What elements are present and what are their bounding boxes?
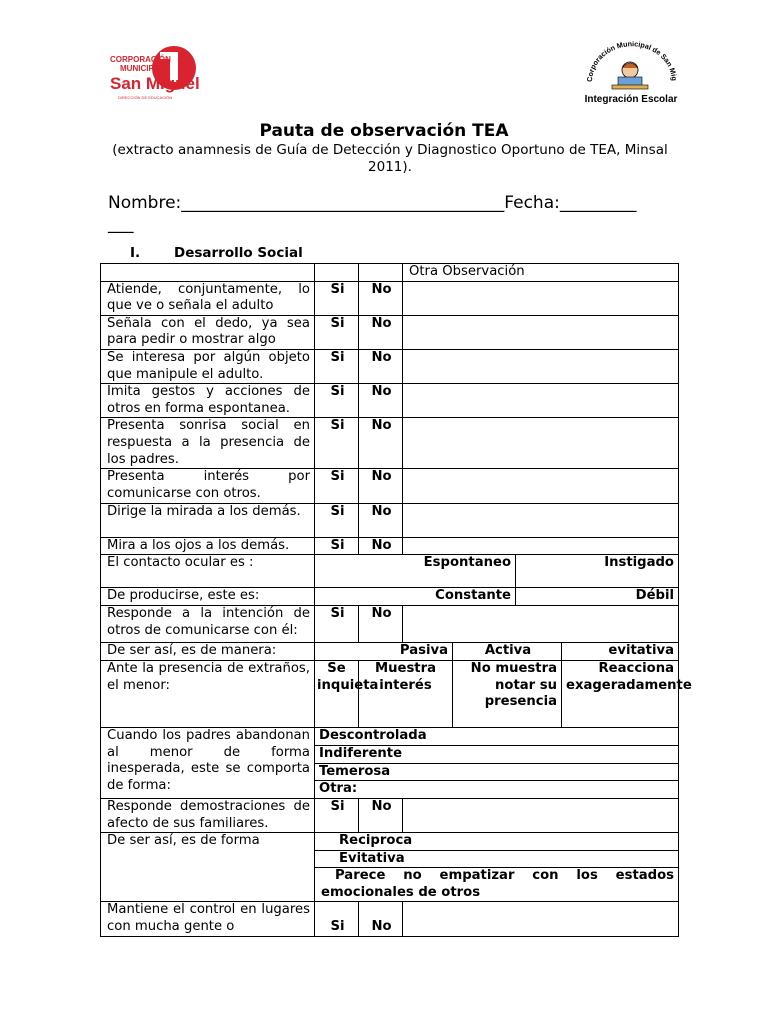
option-no-muestra-notar[interactable]: No muestra notar su presencia bbox=[453, 661, 562, 728]
option-si[interactable]: Si bbox=[315, 902, 359, 936]
table-row bbox=[101, 281, 679, 315]
document-title: Pauta de observación TEA bbox=[259, 121, 509, 141]
option-si[interactable]: Si bbox=[315, 384, 359, 418]
option-evitativa[interactable]: evitativa bbox=[562, 643, 679, 661]
observation-cell[interactable] bbox=[403, 798, 679, 832]
option-si[interactable]: Si bbox=[315, 798, 359, 832]
table-row bbox=[101, 833, 679, 851]
option-espontaneo[interactable]: Espontaneo bbox=[315, 555, 516, 588]
observation-cell[interactable] bbox=[403, 418, 679, 469]
observation-cell[interactable] bbox=[403, 281, 679, 315]
option-no-empatizar[interactable]: Parece no empatizar con los estados emocionales de otros bbox=[315, 868, 679, 902]
name-date-line bbox=[108, 193, 668, 213]
option-instigado[interactable]: Instigado bbox=[516, 555, 679, 588]
question-contacto-ocular: El contacto ocular es : bbox=[101, 555, 315, 588]
option-evitativa-forma[interactable]: Evitativa bbox=[315, 850, 679, 868]
question-mira-ojos: Mira a los ojos a los demás. bbox=[101, 537, 315, 555]
option-no[interactable]: No bbox=[359, 902, 403, 936]
question-atiende: Atiende, conjuntamente, lo que ve o señala el adulto bbox=[101, 281, 315, 315]
table-row bbox=[101, 643, 679, 661]
question-padres-abandonan: Cuando los padres abandonan al menor de forma inesperada, este se comporta de forma: bbox=[101, 728, 315, 799]
question-interes-comunicarse: Presenta interés por comunicarse con otros. bbox=[101, 469, 315, 503]
option-si[interactable]: Si bbox=[315, 349, 359, 383]
option-muestra-interes[interactable]: Muestra interés bbox=[359, 661, 453, 728]
option-no[interactable]: No bbox=[359, 418, 403, 469]
observation-cell[interactable] bbox=[403, 349, 679, 383]
logo-arc-text: Corporación Municipal de San Mig bbox=[584, 39, 680, 83]
table-row bbox=[101, 349, 679, 383]
option-no[interactable]: No bbox=[359, 606, 403, 643]
option-se-inquieta[interactable]: Se inquieta bbox=[315, 661, 359, 728]
question-sonrisa-social: Presenta sonrisa social en respuesta a la presencia de los padres. bbox=[101, 418, 315, 469]
table-row bbox=[101, 661, 679, 728]
option-activa[interactable]: Activa bbox=[453, 643, 562, 661]
option-pasiva[interactable]: Pasiva bbox=[315, 643, 453, 661]
observation-cell[interactable] bbox=[403, 384, 679, 418]
table-row bbox=[101, 503, 679, 537]
option-si[interactable]: Si bbox=[315, 469, 359, 503]
question-de-producirse: De producirse, este es: bbox=[101, 588, 315, 606]
question-de-forma: De ser así, es de forma bbox=[101, 833, 315, 902]
header-otra-observacion: Otra Observación bbox=[403, 264, 679, 282]
option-reciproca[interactable]: Reciproca bbox=[315, 833, 679, 851]
option-reacciona-exageradamente[interactable]: Reacciona exageradamente bbox=[562, 661, 679, 728]
table-row bbox=[101, 384, 679, 418]
table-row bbox=[101, 798, 679, 832]
option-otra[interactable]: Otra: bbox=[315, 781, 679, 799]
table-row bbox=[101, 555, 679, 588]
corporacion-municipal-logo bbox=[108, 44, 200, 106]
option-descontrolada[interactable]: Descontrolada bbox=[315, 728, 679, 746]
question-de-manera: De ser así, es de manera: bbox=[101, 643, 315, 661]
option-si[interactable]: Si bbox=[315, 537, 359, 555]
integracion-escolar-logo bbox=[578, 36, 684, 108]
table-row bbox=[101, 537, 679, 555]
nombre-blank[interactable]: ______________________________________ bbox=[181, 193, 505, 213]
observation-cell[interactable] bbox=[403, 315, 679, 349]
option-si[interactable]: Si bbox=[315, 503, 359, 537]
question-extranos: Ante la presencia de extraños, el menor: bbox=[101, 661, 315, 728]
question-responde-intencion: Responde a la intención de otros de comunicarse con él: bbox=[101, 606, 315, 643]
question-demostraciones-afecto: Responde demostraciones de afecto de sus familiares. bbox=[101, 798, 315, 832]
option-no[interactable]: No bbox=[359, 384, 403, 418]
section-title: Desarrollo Social bbox=[174, 245, 303, 261]
section-heading bbox=[130, 245, 303, 261]
observation-cell[interactable] bbox=[403, 469, 679, 503]
option-no[interactable]: No bbox=[359, 281, 403, 315]
fecha-label: Fecha bbox=[504, 193, 555, 213]
observation-table bbox=[100, 263, 692, 937]
logo-text-direccion: DIRECCIÓN DE EDUCACIÓN bbox=[118, 95, 173, 100]
question-senala: Señala con el dedo, ya sea para pedir o mostrar algo bbox=[101, 315, 315, 349]
option-indiferente[interactable]: Indiferente bbox=[315, 746, 679, 764]
option-si[interactable]: Si bbox=[315, 606, 359, 643]
observation-cell[interactable] bbox=[403, 902, 679, 936]
document-subtitle: (extracto anamnesis de Guía de Detección y Diagnostico Oportuno de TEA, Minsal 2011). bbox=[112, 142, 668, 175]
option-no[interactable]: No bbox=[359, 469, 403, 503]
table-row bbox=[101, 588, 679, 606]
observation-cell[interactable] bbox=[403, 606, 679, 643]
option-constante[interactable]: Constante bbox=[315, 588, 516, 606]
option-no[interactable]: No bbox=[359, 537, 403, 555]
fecha-blank[interactable]: :_________ bbox=[554, 193, 637, 213]
question-interesa-objeto: Se interesa por algún objeto que manipule el adulto. bbox=[101, 349, 315, 383]
observation-cell[interactable] bbox=[403, 503, 679, 537]
option-si[interactable]: Si bbox=[315, 281, 359, 315]
option-no[interactable]: No bbox=[359, 503, 403, 537]
option-si[interactable]: Si bbox=[315, 315, 359, 349]
logo-caption: Integración Escolar bbox=[584, 94, 678, 105]
option-temerosa[interactable]: Temerosa bbox=[315, 763, 679, 781]
option-no[interactable]: No bbox=[359, 798, 403, 832]
nombre-label: Nombre: bbox=[108, 193, 182, 213]
table-header-row bbox=[101, 264, 679, 282]
table-row bbox=[101, 728, 679, 746]
question-imita-gestos: Imita gestos y acciones de otros en forma espontanea. bbox=[101, 384, 315, 418]
option-no[interactable]: No bbox=[359, 315, 403, 349]
option-no[interactable]: No bbox=[359, 349, 403, 383]
table-row bbox=[101, 606, 679, 643]
table-row bbox=[101, 469, 679, 503]
option-debil[interactable]: Débil bbox=[516, 588, 679, 606]
question-mantiene-control: Mantiene el control en lugares con mucha gente o bbox=[101, 902, 315, 936]
fecha-blank-continuation: ___ bbox=[108, 214, 134, 234]
table-row bbox=[101, 418, 679, 469]
logo-text-san-miguel: San Miguel bbox=[110, 74, 200, 93]
option-si[interactable]: Si bbox=[315, 418, 359, 469]
section-number: I. bbox=[130, 245, 141, 261]
table-row bbox=[101, 902, 679, 936]
logo-text-municipal: MUNICIPAL bbox=[120, 64, 164, 73]
question-dirige-mirada: Dirige la mirada a los demás. bbox=[101, 503, 315, 537]
logo-text-corporacion: CORPORACIÓN bbox=[110, 55, 171, 64]
table-row bbox=[101, 315, 679, 349]
observation-cell[interactable] bbox=[403, 537, 679, 555]
